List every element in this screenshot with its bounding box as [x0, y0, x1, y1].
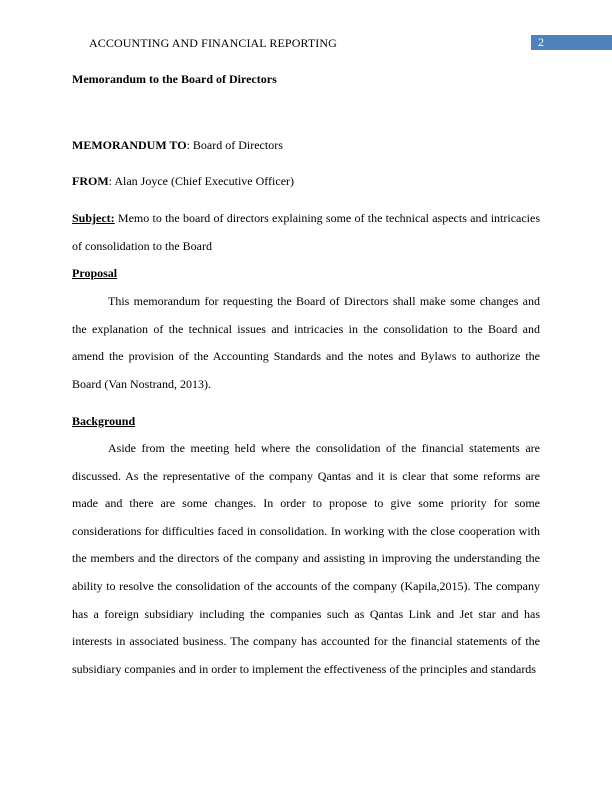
memo-title: Memorandum to the Board of Directors [72, 72, 277, 86]
document-body [72, 66, 540, 683]
page-number: 2 [538, 35, 544, 49]
proposal-paragraph: This memorandum for requesting the Board of Directors shall make some changes and the explanation of the technical issues and intricacies in the consolidation to the Board and amend the provision of the Accounting Standards and the notes and Bylaws to authorize the Board (Van Nostrand, 2013). [72, 293, 540, 391]
memo-subject-value: Memo to the board of directors explaining some of the technical aspects and intricacies of consolidation to the Board [72, 211, 540, 253]
memo-from-line [72, 168, 540, 196]
memo-subject-line [72, 205, 540, 260]
memo-to-label: MEMORANDUM TO [72, 137, 187, 152]
running-head: ACCOUNTING AND FINANCIAL REPORTING [89, 36, 337, 50]
background-heading: Background [72, 413, 136, 428]
proposal-heading-line [72, 260, 540, 288]
proposal-heading: Proposal [72, 266, 118, 281]
background-paragraph: Aside from the meeting held where the consolidation of the financial statements are discussed. As the representative of the company Qantas and it is clear that some reforms are made and there are some changes. In order to propose to give some priority for some considerations for difficulties faced in consolidation. In working with the close cooperation with the members and the directors of the company and assisting in improving the understanding the ability to resolve the consolidation of the accounts of the company (Kapila,2015). The company has a foreign subsidiary including the companies such as Qantas Link and Jet star and has interests in associated business. The company has accounted for the financial statements of the subsidiary companies and in order to implement the effectiveness of the principles and standards [72, 441, 540, 676]
page-number-bar [531, 35, 612, 50]
memo-to-line [72, 132, 540, 160]
memo-from-label: FROM [72, 174, 109, 189]
spacer [72, 94, 540, 132]
memo-subject-label: Subject: [72, 211, 115, 226]
memo-from-value: : Alan Joyce (Chief Executive Officer) [108, 174, 295, 189]
background-heading-line [72, 408, 540, 436]
memo-to-value: : Board of Directors [186, 137, 283, 152]
